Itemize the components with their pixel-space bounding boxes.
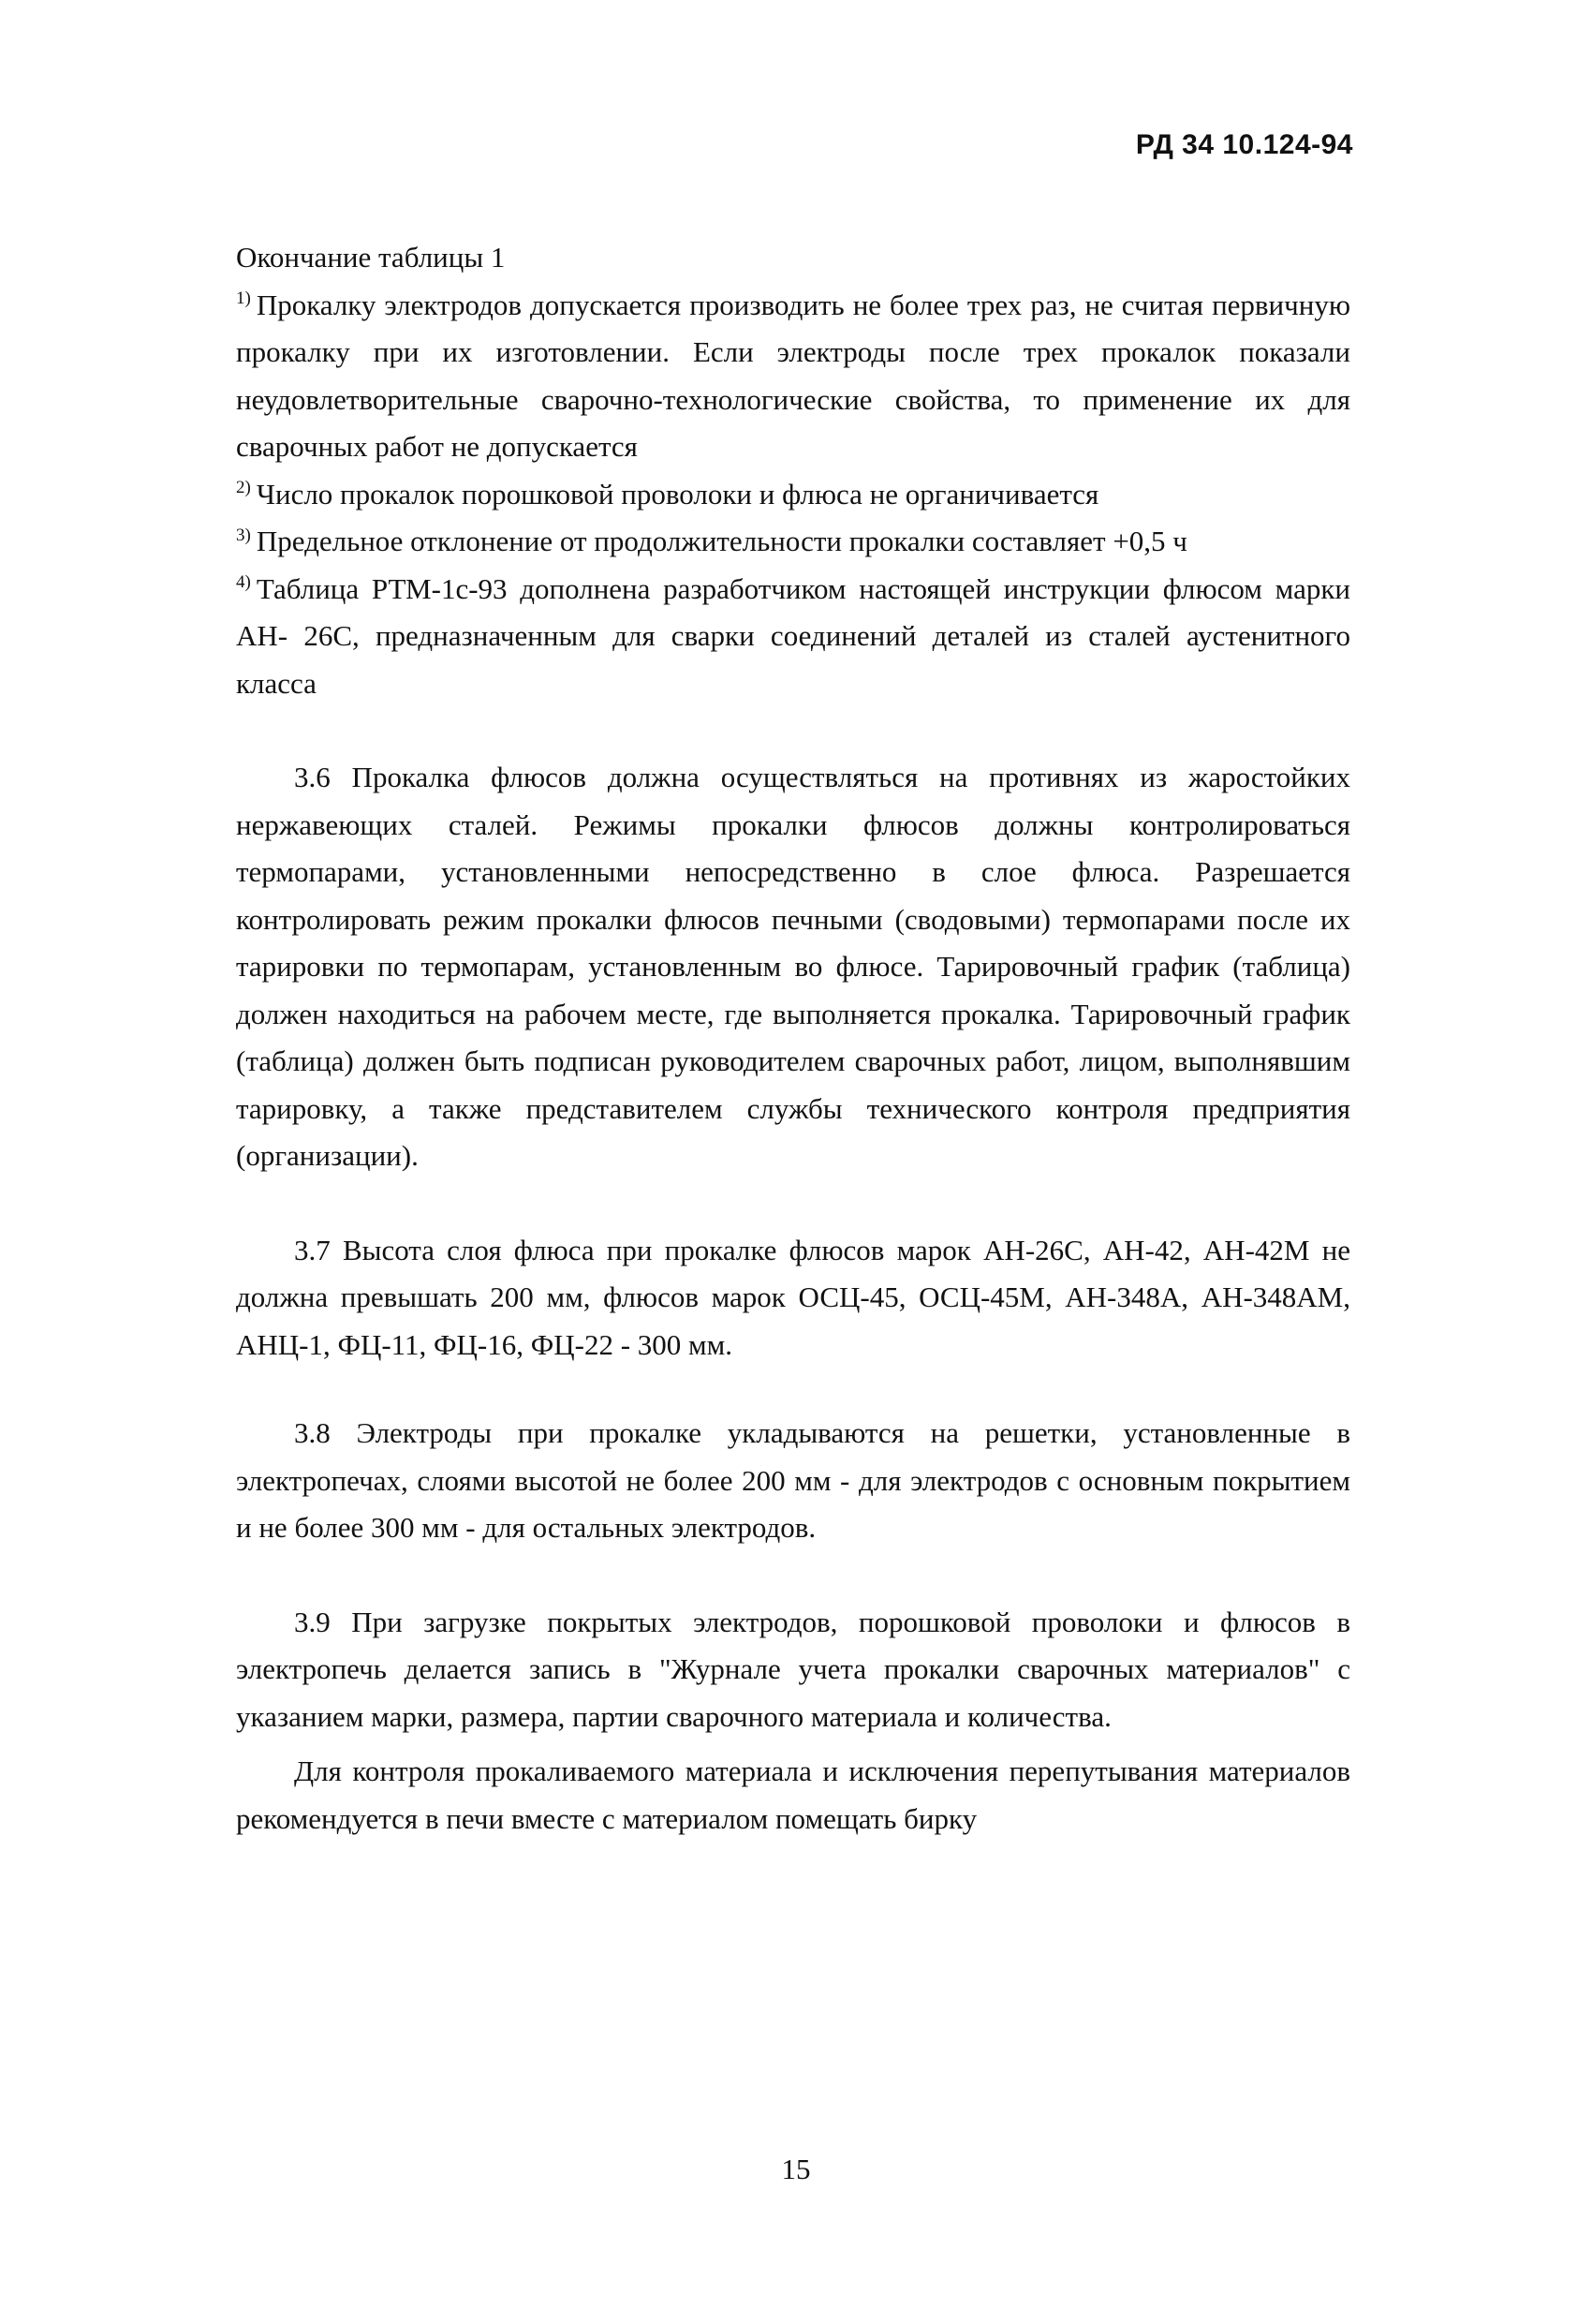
footnote-marker: 2) [236, 478, 251, 498]
footnote-marker: 1) [236, 289, 251, 309]
page-number: 15 [781, 2153, 811, 2185]
footnote-marker: 4) [236, 572, 251, 593]
paragraph-3-7: 3.7 Высота слоя флюса при прокалке флюсов марок АН-26С, АН-42, АН-42М не должна превышать 200 мм, флюсов марок ОСЦ-45, ОСЦ-45М, АН-348А, АН-348АМ, АНЦ-1, ФЦ-11, ФЦ-16, ФЦ-22 - 300 мм. [236, 1233, 1350, 1361]
footnote-text: Число прокалок порошковой проволоки и флюса не органичивается [256, 477, 1099, 511]
document-code: РД 34 10.124-94 [1135, 129, 1353, 160]
footnote-4 [236, 566, 1350, 708]
paragraph-material-tag: Для контроля прокаливаемого материала и исключения перепутывания материалов рекомендуется в печи вместе с материалом помещать бирку [236, 1754, 1350, 1835]
footnote-2 [236, 471, 1350, 519]
footnote-text: Предельное отклонение от продолжительности прокалки составляет +0,5 ч [256, 525, 1187, 557]
footnote-text: Прокалку электродов допускается производить не более трех раз, не считая первичную прокалку при их изготовлении. Если электроды после трех прокалок показали неудовлетворительные сварочно-технологические свойства, то применение их для сварочных работ не допускается [236, 288, 1350, 463]
footnote-3 [236, 518, 1350, 566]
table-continuation-caption: Окончание таблицы 1 [236, 241, 506, 274]
footnote-marker: 3) [236, 525, 251, 545]
footnote-text: Таблица РТМ-1с-93 дополнена разработчиком настоящей инструкции флюсом марки АН- 26С, предназначенным для сварки соединений деталей из сталей аустенитного класса [236, 571, 1350, 700]
page-content [236, 234, 1350, 1843]
paragraph-3-8: 3.8 Электроды при прокалке укладываются на решетки, установленные в электропечах, слоями высотой не более 200 мм - для электродов с основным покрытием и не более 300 мм - для остальных электродов. [236, 1416, 1350, 1544]
paragraph-3-6: 3.6 Прокалка флюсов должна осуществляться на противнях из жаростойких нержавеющих сталей. Режимы прокалки флюсов должны контролироваться термопарами, установленными непосредственно в слое флюса. Разрешается контролировать режим прокалки флюсов печными (сводовыми) термопарами после их тарировки по термопарам, установленным во флюсе. Тарировочный график (таблица) должен находиться на рабочем месте, где выполняется прокалка. Тарировочный график (таблица) должен быть подписан руководителем сварочных работ, лицом, выполнявшим тарировку, а также представителем службы технического контроля предприятия (организации). [236, 761, 1350, 1172]
footnote-1 [236, 282, 1350, 471]
paragraph-3-9: 3.9 При загрузке покрытых электродов, порошковой проволоки и флюсов в электропечь делается запись в "Журнале учета прокалки сварочных материалов" с указанием марки, размера, партии сварочного материала и количества. [236, 1605, 1350, 1733]
